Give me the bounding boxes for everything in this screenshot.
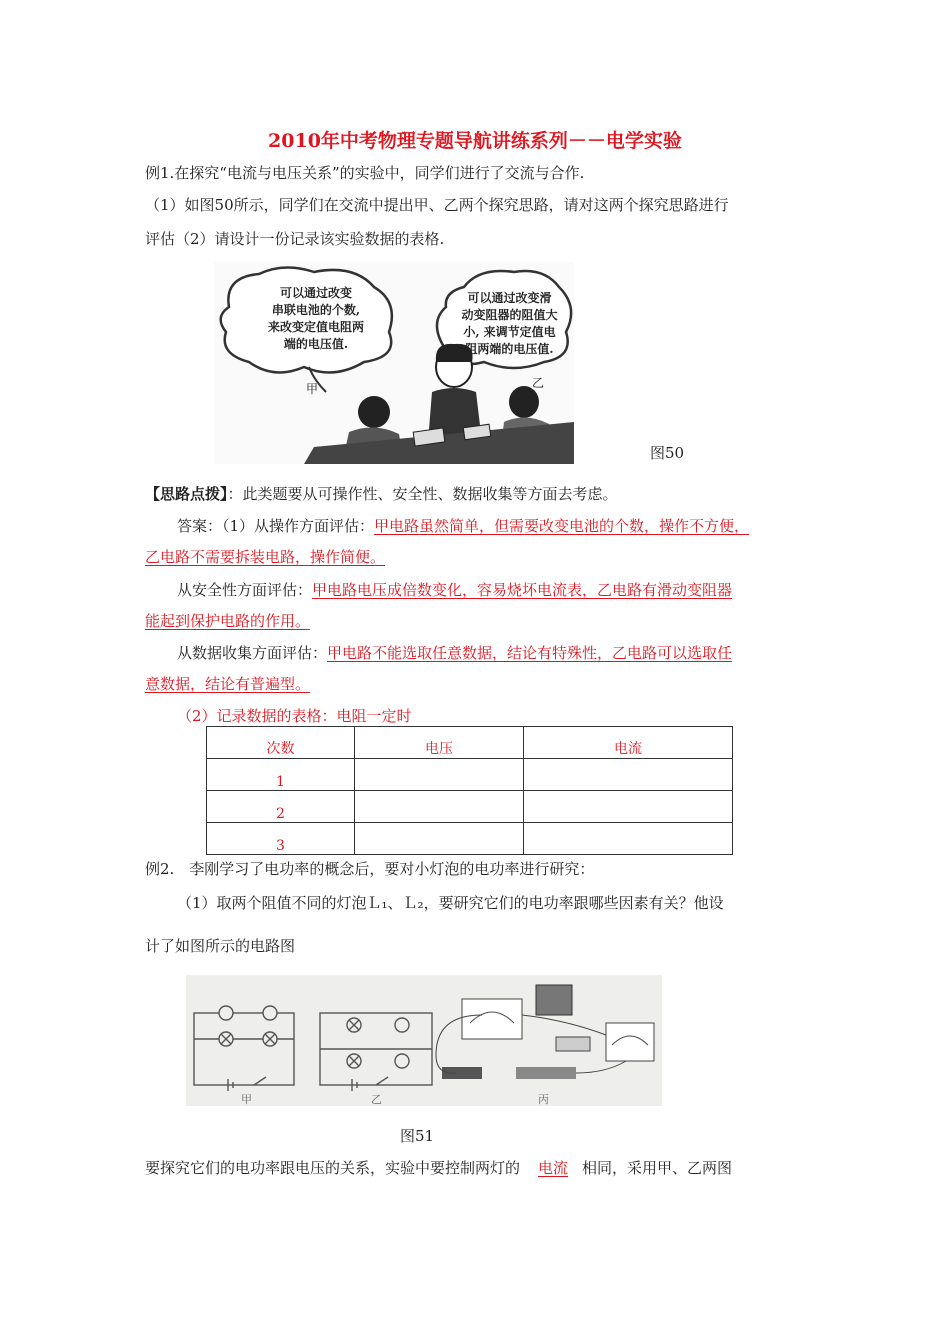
answer-1-line2 [145, 547, 385, 567]
hint-label: 【思路点拨】 [145, 485, 228, 503]
voltage-cell [355, 823, 524, 855]
table-row [207, 759, 733, 791]
example1-question-1: （1）如图50所示，同学们在交流中提出甲、乙两个探究思路，请对这两个探究思路进行 [145, 196, 729, 214]
answer-2-line1 [177, 580, 732, 600]
page-title: 2010年中考物理专题导航讲练系列－－电学实验 [268, 130, 682, 152]
answer-2-line2 [145, 611, 310, 631]
left-student-head [358, 396, 390, 428]
header-count: 次数 [207, 727, 355, 759]
answer-3-prefix: 从数据收集方面评估： [177, 644, 328, 662]
circuit-bing-apparatus [436, 985, 654, 1079]
fill-blank-answer: 电流 [538, 1159, 569, 1177]
label-yi: 乙 [532, 376, 545, 390]
answer-3-text-a: 甲电路不能选取任意数据，结论有特殊性，乙电路可以选取任 [327, 644, 733, 662]
figure-50-illustration [214, 262, 574, 464]
row-number: 2 [207, 791, 355, 823]
circuit-diagrams-drawing [186, 975, 662, 1106]
figure-51-caption: 图51 [400, 1127, 435, 1145]
voltage-cell [355, 791, 524, 823]
row-number: 1 [207, 759, 355, 791]
question-prefix: 要探究它们的电功率跟电压的关系，实验中要控制两灯的 [145, 1159, 521, 1177]
example1-question-2: 评估（2）请设计一份记录该实验数据的表格. [145, 230, 445, 248]
answer-1-line1 [177, 516, 749, 536]
row-number: 3 [207, 823, 355, 855]
current-cell [524, 823, 733, 855]
answer-2-prefix: 从安全性方面评估： [177, 581, 313, 599]
figure-51-circuits [186, 975, 662, 1106]
circuit-label-bing: 丙 [538, 1093, 549, 1106]
answer-1-prefix: 答案：（1）从操作方面评估： [177, 517, 375, 535]
question-suffix: 相同，采用甲、乙两图 [582, 1159, 733, 1177]
answer-2-text-a: 甲电路电压成倍数变化，容易烧坏电流表，乙电路有滑动变阻器 [312, 581, 733, 599]
answer-3-line1 [177, 643, 732, 663]
answer-3-text-b: 意数据，结论有普遍型。 [145, 675, 311, 693]
example2-fill-question [145, 1158, 732, 1178]
hint-text: ：此类题要从可操作性、安全性、数据收集等方面去考虑。 [227, 485, 618, 503]
left-bubble-text: 可以通过改变 串联电池的个数, 来改变定值电阻两 端的电压值. [267, 286, 364, 351]
circuit-yi [320, 1013, 432, 1091]
label-jia: 甲 [306, 382, 319, 396]
circuit-label-yi: 乙 [371, 1093, 382, 1106]
example1-statement: 例1.在探究“电流与电压关系”的实验中，同学们进行了交流与合作. [145, 164, 585, 182]
figure-50-caption: 图50 [650, 444, 685, 462]
answer-3-line2 [145, 674, 310, 694]
current-cell [524, 759, 733, 791]
table-header-row [207, 727, 733, 759]
hint-line [145, 484, 618, 504]
table-row [207, 823, 733, 855]
circuit-label-jia: 甲 [241, 1093, 252, 1106]
answer-1-text-a: 甲电路虽然简单，但需要改变电池的个数，操作不方便， [374, 517, 750, 535]
table-caption: （2）记录数据的表格：电阻一定时 [177, 707, 412, 725]
data-record-table [206, 726, 733, 855]
current-cell [524, 791, 733, 823]
example2-question-2: 计了如图所示的电路图 [145, 937, 296, 955]
answer-2-text-b: 能起到保护电路的作用。 [145, 612, 311, 630]
right-bubble-text: 可以通过改变滑 动变阻器的阻值大 小, 来调节定值电 阻两端的电压值. [461, 291, 558, 356]
table-row [207, 791, 733, 823]
header-current: 电流 [524, 727, 733, 759]
circuit-jia [194, 1006, 294, 1091]
answer-1-text-b: 乙电路不需要拆装电路，操作简便。 [145, 548, 386, 566]
example2-question-1: （1）取两个阻值不同的灯泡Ｌ₁、Ｌ₂，要研究它们的电功率跟哪些因素有关？他设 [177, 894, 724, 912]
example2-statement: 例2. 李刚学习了电功率的概念后，要对小灯泡的电功率进行研究： [145, 860, 595, 878]
header-voltage: 电压 [355, 727, 524, 759]
voltage-cell [355, 759, 524, 791]
